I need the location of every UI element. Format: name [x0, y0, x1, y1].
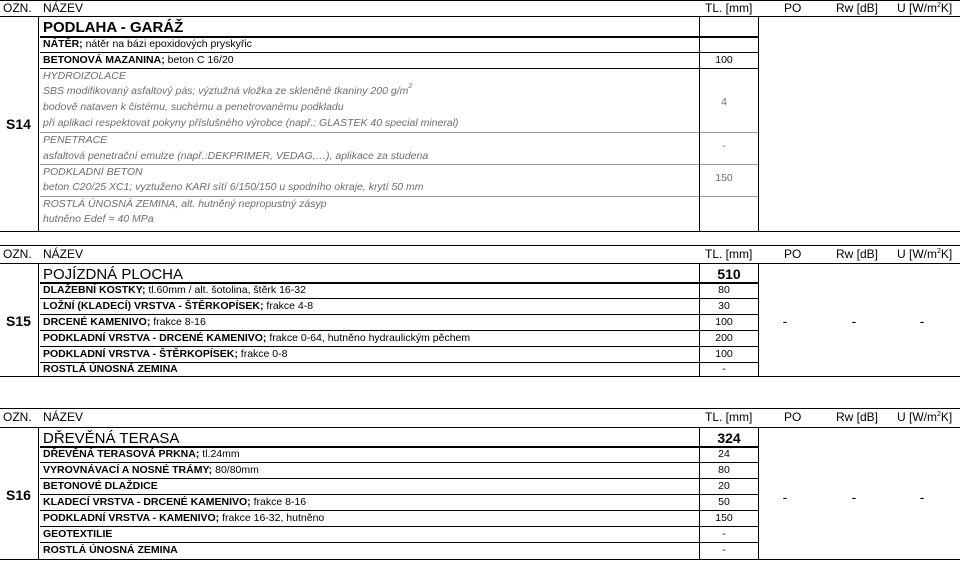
s16-row-3: BETONOVÉ DLAŽDICE: [43, 480, 158, 492]
s16-value-7: -: [722, 544, 726, 556]
s16-total: 324: [717, 430, 741, 446]
rule: [40, 346, 759, 347]
s14-gray-1: HYDROIZOLACE: [43, 70, 126, 82]
header-tl: TL. [mm]: [705, 247, 753, 261]
header-u: U $[W/m^2K]$: [897, 1, 953, 15]
s14-gray-2: SBS modifikovaný asfaltový pás; výztužná vložka ze skleněné tkaniny 200 $g/m^2$: [43, 83, 413, 97]
s15-row-2: LOŽNÍ (KLADECÍ) VRSTVA - ŠTĚRKOPÍSEK; frakce 4-8: [43, 300, 314, 312]
header-rw: Rw [dB]: [836, 410, 879, 424]
rule: [0, 245, 960, 246]
rule: [699, 427, 700, 559]
header-u: U $[W/m^2K]$: [897, 247, 953, 261]
s15-row-6: ROSTLÁ ÚNOSNÁ ZEMINA: [43, 363, 178, 375]
rule: [0, 408, 960, 409]
header-ozn: OZN.: [3, 410, 32, 424]
s14-layer-1: NÁTĚR; nátěr na bázi epoxidových pryskyřic: [43, 38, 252, 50]
s14-gray-7: PODKLADNÍ BETON: [43, 166, 143, 178]
s15-row-5: PODKLADNÍ VRSTVA - ŠTĚRKOPÍSEK; frakce 0-8: [43, 348, 288, 360]
rule: [40, 68, 759, 69]
s14-gray-10: hutněno Edef = 40 MPa: [43, 213, 154, 225]
s15-value-6: -: [722, 363, 726, 375]
s16-code: S16: [6, 487, 31, 503]
header-po: PO: [784, 1, 802, 15]
s14-value-4: 150: [715, 172, 733, 184]
rule: [40, 314, 759, 315]
header-ozn: OZN.: [3, 247, 32, 261]
rule: [0, 16, 960, 17]
rule: [40, 494, 759, 495]
rule: [0, 427, 960, 428]
rule: [699, 263, 700, 376]
s15-value-5: 100: [715, 348, 733, 360]
s15-value-1: 80: [718, 284, 730, 296]
s16-value-4: 50: [718, 496, 730, 508]
header-u: U $[W/m^2K]$: [897, 410, 953, 424]
rule: [40, 298, 759, 299]
s16-row-6: GEOTEXTILIE: [43, 528, 113, 540]
s15-u: -: [919, 313, 925, 329]
rule: [40, 52, 759, 53]
rule: [758, 16, 759, 231]
s15-rw: -: [851, 313, 857, 329]
s15-value-3: 100: [715, 316, 733, 328]
s16-po: -: [782, 489, 788, 505]
s14-gray-8: beton C20/25 XC1; vyztuženo KARI sítí 6/150/150 u spodního okraje, krytí 50 mm: [43, 181, 424, 193]
s16-row-5: PODKLADNÍ VRSTVA - KAMENIVO; frakce 16-32, hutněno: [43, 512, 325, 524]
s16-title: DŘEVĚNÁ TERASA: [43, 430, 180, 447]
rule: [40, 330, 759, 331]
s16-value-1: 24: [718, 448, 730, 460]
rule: [0, 559, 960, 560]
rule: [0, 263, 960, 264]
s15-value-2: 30: [718, 300, 730, 312]
s15-row-1: DLAŽEBNÍ KOSTKY; tl.60mm / alt. šotolina, štěrk 16-32: [43, 284, 306, 296]
s16-value-2: 80: [718, 464, 730, 476]
header-nazev: NÁZEV: [43, 1, 84, 15]
s14-value-3: -: [722, 140, 726, 152]
s14-layer-2: BETONOVÁ MAZANINA; beton C 16/20: [43, 54, 234, 66]
s15-row-3: DRCENÉ KAMENIVO; frakce 8-16: [43, 316, 206, 328]
rule: [40, 462, 759, 463]
rule: [40, 478, 759, 479]
rule: [38, 263, 39, 376]
s14-gray-9: ROSTLÁ ÚNOSNÁ ZEMINA, alt. hutněný nepropustný zásyp: [43, 198, 327, 210]
rule: [40, 542, 759, 543]
rule: [758, 263, 759, 376]
s14-code: S14: [6, 116, 31, 132]
s15-po: -: [782, 313, 788, 329]
s14-title: PODLAHA - GARÁŽ: [43, 19, 184, 36]
rule: [38, 427, 39, 559]
header-rw: Rw [dB]: [836, 1, 879, 15]
s15-value-4: 200: [715, 332, 733, 344]
s14-gray-3: bodově nataven k čistému, suchému a penetrovanému podkladu: [43, 101, 344, 113]
rule: [0, 376, 960, 377]
header-rw: Rw [dB]: [836, 247, 879, 261]
s14-gray-5: PENETRACE: [43, 134, 108, 146]
s16-value-5: 150: [715, 512, 733, 524]
s14-value-2: 4: [721, 96, 727, 108]
s16-rw: -: [851, 489, 857, 505]
rule: [758, 427, 759, 559]
rule: [40, 132, 759, 133]
rule: [40, 510, 759, 511]
header-ozn: OZN.: [3, 1, 32, 15]
rule: [0, 0, 960, 1]
rule: [40, 164, 759, 165]
s15-row-4: PODKLADNÍ VRSTVA - DRCENÉ KAMENIVO; frakce 0-64, hutněno hydraulickým pěchem: [43, 332, 471, 344]
rule: [40, 526, 759, 527]
s16-row-4: KLADECÍ VRSTVA - DRCENÉ KAMENIVO; frakce 8-16: [43, 496, 307, 508]
s16-u: -: [919, 489, 925, 505]
rule: [699, 16, 700, 231]
header-nazev: NÁZEV: [43, 410, 84, 424]
rule: [38, 16, 39, 231]
s16-row-2: VYROVNÁVACÍ A NOSNÉ TRÁMY; 80/80mm: [43, 464, 259, 476]
rule: [0, 231, 960, 232]
rule: [40, 196, 759, 197]
s15-code: S15: [6, 313, 31, 329]
s16-value-6: -: [722, 528, 726, 540]
s14-gray-4: při aplikaci respektovat pokyny příslušného výrobce (např.: GLASTEK 40 special mineral): [43, 117, 459, 129]
s16-row-7: ROSTLÁ ÚNOSNÁ ZEMINA: [43, 544, 178, 556]
s14-value-1: 100: [715, 54, 733, 66]
header-tl: TL. [mm]: [705, 410, 753, 424]
header-po: PO: [784, 247, 802, 261]
s16-row-1: DŘEVĚNÁ TERASOVÁ PRKNA; tl.24mm: [43, 448, 240, 460]
header-nazev: NÁZEV: [43, 247, 84, 261]
s16-value-3: 20: [718, 480, 730, 492]
header-po: PO: [784, 410, 802, 424]
s15-title: POJÍZDNÁ PLOCHA: [43, 266, 184, 283]
s14-gray-6: asfaltová penetrační emulze (např.:DEKPRIMER, VEDAG,…), aplikace za studena: [43, 150, 429, 162]
s15-total: 510: [717, 266, 741, 282]
header-tl: TL. [mm]: [705, 1, 753, 15]
